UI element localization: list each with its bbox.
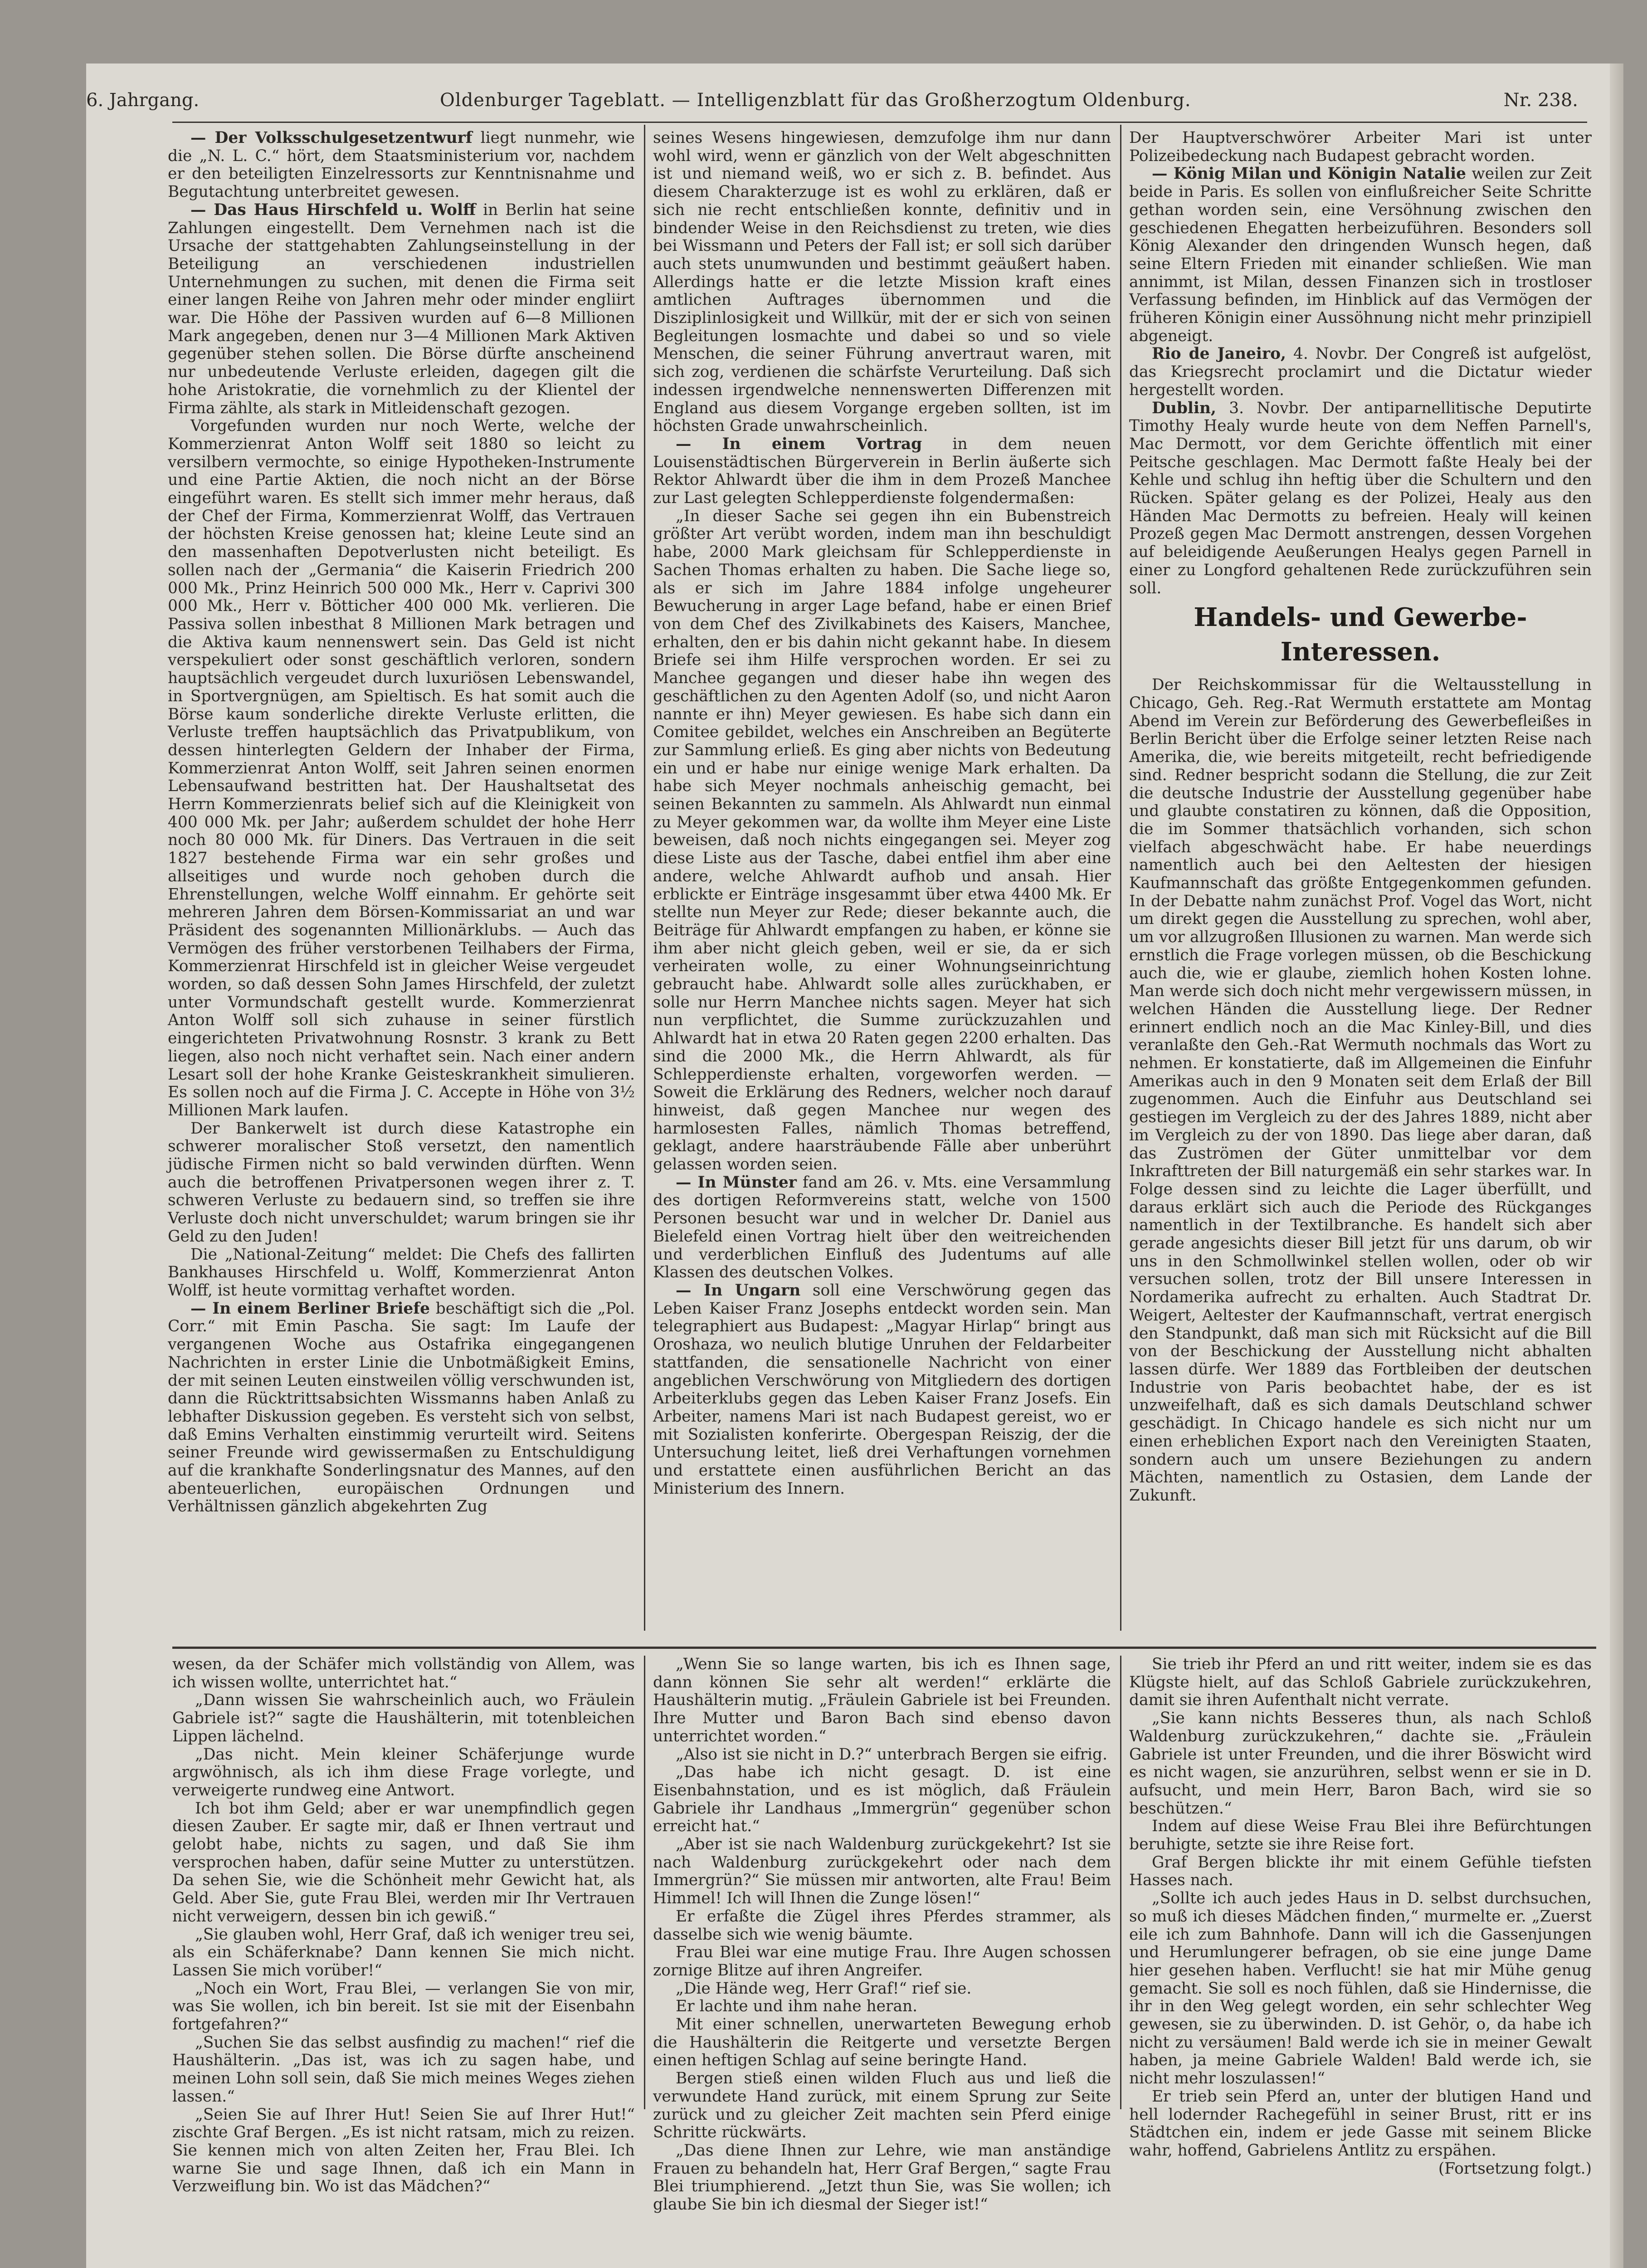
- article-headline: — In einem Berliner Briefe: [190, 1299, 430, 1318]
- issue-number: Nr. 238.: [1503, 90, 1578, 111]
- article: [168, 129, 635, 201]
- article-text: weilen zur Zeit beide in Paris. Es sollen von einflußreicher Seite Schritte gethan worden sein, eine Versöhnung zwischen den geschiedenen Ehegatten herbeizuführen. Besonders soll König Alexander den dringenden Wunsch hegen, daß seine Eltern Frieden mit einander schließen. Wie man annimmt, ist Milan, dessen Finanzen sich in trostloser Verfassung befinden, im Hinblick auf das Vermögen der früheren Königin einer Aussöhnung nicht mehr prinzipiell abgeneigt.: [1129, 165, 1592, 345]
- column-divider-2: [1120, 125, 1121, 1631]
- article-text: liegt nunmehr, wie die „N. L. C.“ hört, dem Staatsministerium vor, nachdem er den beteiligten Einzelressorts zur Kenntnisnahme und Begutachtung unterbreitet gewesen.: [168, 129, 635, 201]
- story-paragraph: „Das diene Ihnen zur Lehre, wie man anständige Frauen zu behandeln hat, Herr Graf Bergen,“ sagte Frau Blei triumphierend. „Jetzt thun Sie, was Sie wollen; ich glaube Sie bin ich diesmal der Sieger ist!“: [653, 2141, 1111, 2214]
- story-paragraph: „Sie glauben wohl, Herr Graf, daß ich weniger treu sei, als ein Schäferknabe? Dann kennen Sie mich nicht. Lassen Sie mich vorüber!“: [172, 1925, 635, 1980]
- article: [653, 435, 1111, 508]
- story-paragraph: „Sollte ich auch jedes Haus in D. selbst durchsuchen, so muß ich dieses Mädchen finden,“ murmelte er. „Zuerst eile ich zum Bahnhofe. Dann will ich die Gassenjungen und Herumlungerer befragen, ob sie eine junge Dame hier gesehen haben. Verflucht! sie hat mir Mühe genug gemacht. Sie soll es noch fühlen, daß sie Hindernisse, die ihr in den Weg gelegt worden, ein sehr schlechter Weg gewesen, sie zu überwinden. D. ist Gehör, o, da habe ich nicht zu versäumen! Bald werde ich sie in meiner Gewalt haben, ja meine Gabriele Walden! Bald werde ich, sie nicht mehr loszulassen!“: [1129, 1889, 1592, 2088]
- story-paragraph: „Das nicht. Mein kleiner Schäferjunge wurde argwöhnisch, als ich ihm diese Frage vorlegte, und verweigerte rundweg eine Antwort.: [172, 1745, 635, 1799]
- page-edge-shadow: [1610, 64, 1623, 2268]
- story-paragraph: Indem auf diese Weise Frau Blei ihre Befürchtungen beruhigte, setzte sie ihre Reise fort.: [1129, 1817, 1592, 1854]
- story-paragraph: „Aber ist sie nach Waldenburg zurückgekehrt? Ist sie nach Waldenburg zurückgekehrt oder nach dem Immergrün?“ Sie müssen mir antworten, alte Frau! Beim Himmel! Ich will Ihnen die Zunge lösen!“: [653, 1835, 1111, 1908]
- story-paragraph: „Noch ein Wort, Frau Blei, — verlangen Sie von mir, was Sie wollen, ich bin bereit. Ist sie mit der Eisenbahn fortgefahren?“: [172, 1979, 635, 2034]
- article: [168, 1120, 635, 1246]
- article-text: 3. Novbr. Der antiparnellitische Deputirte Timothy Healy wurde heute von dem Neffen Parnell's, Mac Dermott, vor dem Gerichte öffentlich mit einer Peitsche geschlagen. Mac Dermott faßte Healy bei der Kehle und schlug ihn heftig über die Schultern und den Rücken. Später gelang es der Polizei, Healy aus den Händen Mac Dermotts zu befreien. Healy will keinen Prozeß gegen Mac Dermott anstrengen, dessen Vorgehen auf beleidigende Aeußerungen Healys gegen Parnell in einer zu Longford gehaltenen Rede zurückzuführen sein soll.: [1129, 399, 1592, 597]
- article: [653, 129, 1111, 435]
- news-column-2: [653, 129, 1111, 1635]
- article-text: Der Bankerwelt ist durch diese Katastrophe ein schwerer moralischer Stoß versetzt, den namentlich jüdische Firmen nicht so bald verwinden dürften. Wenn auch die betroffenen Privatpersonen wegen ihrer z. T. schweren Verluste zu bedauern sind, so treffen sie ihre Verluste doch nicht unverschuldet; warum bringen sie ihr Geld zu den Juden!: [168, 1119, 635, 1246]
- story-paragraph: Mit einer schnellen, unerwarteten Bewegung erhob die Haushälterin die Reitgerte und versetzte Bergen einen heftigen Schlag auf seine beringte Hand.: [653, 2015, 1111, 2070]
- article-text: in dem neuen Louisenstädtischen Bürgerverein in Berlin äußerte sich Rektor Ahlwardt über die ihm in dem Prozeß Manchee zur Last gelegten Schlepperdienste folgendermaßen:: [653, 435, 1111, 508]
- article-text: in Berlin hat seine Zahlungen eingestellt. Dem Vernehmen nach ist die Ursache der stattgehabten Zahlungseinstellung in der Beteiligung an verschiedenen industriellen Unternehmungen zu suchen, mit denen die Firma seit einer langen Reihe von Jahren mehr oder minder engliirt war. Die Höhe der Passiven wurden auf 6—8 Millionen Mark angegeben, denen nur 3—4 Millionen Mark Aktiven gegenüber stehen sollen. Die Börse dürfte anscheinend nur unbedeutende Verluste erleiden, dagegen gilt die hohe Aristokratie, die vornehmlich zu der Klientel der Firma zählte, als stark in Mitleidenschaft gezogen.: [168, 200, 635, 417]
- story-paragraph: Er trieb sein Pferd an, unter der blutigen Hand und hell lodernder Rachegefühl in seiner Brust, ritt er ins Städtchen ein, indem er jede Gasse mit seinem Blicke wahr, hoffend, Gabrielens Antlitz zu erspähen.: [1129, 2087, 1592, 2160]
- story-paragraph: Er lachte und ihm nahe heran.: [676, 1997, 918, 2016]
- article: [653, 1282, 1111, 1498]
- volume-label: 6. Jahrgang.: [86, 90, 200, 111]
- column-divider-1: [644, 125, 645, 1631]
- article: [168, 1300, 635, 1516]
- article-text: Der Reichskommissar für die Weltausstellung in Chicago, Geh. Reg.-Rat Wermuth erstattete am Montag Abend im Verein zur Beförderung des Gewerbefleißes in Berlin Bericht über die Erfolge seiner letzten Reise nach Amerika, die, wie bereits mitgeteilt, recht befriedigende sind. Redner bespricht sodann die Stellung, die zur Zeit die deutsche Industrie der Ausstellung gegenüber habe und glaubte constatiren zu können, daß die Opposition, die im Sommer thatsächlich vorhanden, sich schon vielfach abgeschwächt habe. Er habe neuerdings namentlich auch bei den Aeltesten der hiesigen Kaufmannschaft das größte Entgegenkommen gefunden. In der Debatte nahm zunächst Prof. Vogel das Wort, nicht um direkt gegen die Ausstellung zu sprechen, wohl aber, um vor allzugroßen Illusionen zu warnen. Man werde sich ernstlich die Frage vorlegen müssen, ob die Beschickung auch die, wie er glaube, ziemlich hohen Kosten lohne. Man werde sich doch nicht mehr vergewissern müssen, in welchen Händen die Ausstellung liege. Der Redner erinnert endlich noch an die Mac Kinley-Bill, und dies veranlaßte den Geh.-Rat Wermuth nochmals das Wort zu nehmen. Er konstatierte, daß im Allgemeinen die Einfuhr Amerikas auch in den 9 Monaten seit dem Erlaß der Bill zugenommen. Auch die Einfuhr aus Deutschland sei gestiegen im Vergleich zu der des Jahres 1889, nicht aber im Vergleich zu der von 1890. Das liege aber daran, daß das Zuströmen der Güter unmittelbar vor dem Inkrafttreten der Bill naturgemäß ein sehr starkes war. In Folge dessen sind zu leichte die Lager überfüllt, und daraus erklärt sich auch die Periode des Rückganges namentlich in der Textilbranche. Es handelt sich aber gerade angesichts dieser Bill jetzt für uns darum, ob wir uns in den Schmollwinkel stellen wollen, oder ob wir versuchen sollen, trotz der Bill unsere Interessen in Nordamerika aufrecht zu erhalten. Auch Stadtrat Dr. Weigert, Aeltester der Kaufmannschaft, vertrat energisch den Standpunkt, daß man sich mit Rücksicht auf die Bill von der Beschickung der Ausstellung nicht abhalten lassen dürfe. Wer 1889 das Fortbleiben der deutschen Industrie von Paris beobachtet habe, der es ist unzweifelhaft, daß es sich damals Deutschland schwer geschädigt. In Chicago handele es sich nicht nur um einen erheblichen Export nach den Vereinigten Staaten, sondern auch um unsere Beziehungen zu andern Mächten, namentlich zu Ostasien, dem Lande der Zukunft.: [1129, 676, 1592, 1505]
- article: [1129, 129, 1592, 165]
- article-headline: — König Milan und Königin Natalie: [1152, 165, 1467, 183]
- story-paragraph: „Das habe ich nicht gesagt. D. ist eine Eisenbahnstation, und es ist möglich, daß Fräulein Gabriele ihr Landhaus „Immergrün“ gegenüber schon erreicht hat.“: [653, 1763, 1111, 1836]
- article-headline: — In Münster: [676, 1173, 797, 1192]
- article: [1129, 400, 1592, 598]
- article-text: Vorgefunden wurden nur noch Werte, welche der Kommerzienrat Anton Wolff seit 1880 so leicht zu versilbern vermochte, so einige Hypotheken-Instrumente und eine Partie Aktien, die noch nicht an der Börse eingeführt waren. Es stellt sich immer mehr heraus, daß der Chef der Firma, Kommerzienrat Wolff, das Vertrauen der höchsten Kreise genossen hat; kleine Leute sind an den massenhaften Depotverlusten nicht beteiligt. Es sollen nach der „Germania“ die Kaiserin Friedrich 200 000 Mk., Prinz Heinrich 500 000 Mk., Herr v. Caprivi 300 000 Mk., Herr v. Bötticher 400 000 Mk. verlieren. Die Passiva sollen inbesthat 8 Millionen Mark betragen und die Aktiva kaum nennenswert sein. Das Geld ist nicht verspekuliert oder sonst geschäftlich verloren, sondern hauptsächlich vergeudet durch luxuriösen Lebenswandel, in Sportvergnügen, am Spieltisch. Es hat somit auch die Börse kaum sonderliche direkte Verluste erlitten, die Verluste treffen hauptsächlich das Privatpublikum, von dessen hinterlegten Geldern der Inhaber der Firma, Kommerzienrat Anton Wolff, seit Jahren seinen enormen Lebensaufwand bestritten hat. Der Haushaltsetat des Herrn Kommerzienrats belief sich auf die Kleinigkeit von 400 000 Mk. per Jahr; außerdem schuldet der hohe Herr noch 80 000 Mk. für Diners. Das Vertrauen in die seit 1827 bestehende Firma war ein sehr großes und allseitiges und wurde noch gehoben durch die Ehrenstellungen, welche Wolff einnahm. Er gehörte seit mehreren Jahren dem Börsen-Kommissariat an und war Präsident des sogenannten Millionärklubs. — Auch das Vermögen des früher verstorbenen Teilhabers der Firma, Kommerzienrat Hirschfeld ist in gleicher Weise vergeudet worden, so daß dessen Sohn James Hirschfeld, der zuletzt unter Vormundschaft gestellt wurde. Kommerzienrat Anton Wolff soll sich zuhause in seiner fürstlich eingerichteten Privatwohnung Rosnstr. 3 krank zu Bett liegen, also noch nicht verhaftet sein. Nach einer andern Lesart soll der hohe Kranke Geisteskrankheit simulieren. Es sollen noch auf die Firma J. C. Accepte in Höhe von 3¹⁄₂ Millionen Mark laufen.: [168, 417, 635, 1119]
- page-header: [86, 86, 1583, 118]
- story-paragraph: „Suchen Sie das selbst ausfindig zu machen!“ rief die Haushälterin. „Das ist, was ich zu sagen habe, und meinen Lohn soll sein, daß Sie mich meines Weges ziehen lassen.“: [172, 2033, 635, 2106]
- feuilleton-rule: [172, 1647, 1596, 1649]
- article-headline: — Der Volksschulgesetzentwurf: [190, 129, 473, 147]
- article-text: Die „National-Zeitung“ meldet: Die Chefs des fallirten Bankhauses Hirschfeld u. Wolff, Kommerzienrat Anton Wolff, ist heute vormittag verhaftet worden.: [168, 1245, 635, 1300]
- story-paragraph: „Die Hände weg, Herr Graf!“ rief sie.: [676, 1979, 972, 1998]
- article: [653, 1174, 1111, 1282]
- header-rule: [172, 122, 1587, 123]
- masthead-title: Oldenburger Tageblatt. — Intelligenzblatt für das Großherzogtum Oldenburg.: [440, 90, 1191, 111]
- story-paragraph: „Dann wissen Sie wahrscheinlich auch, wo Fräulein Gabriele ist?“ sagte die Haushälterin, mit totenbleichen Lippen lächelnd.: [172, 1691, 635, 1745]
- article-text: „In dieser Sache sei gegen ihn ein Bubenstreich größter Art verübt worden, indem man ihn beschuldigt habe, 2000 Mark gleichsam für Schlepperdienste in Sachen Thomas erhalten zu haben. Die Sache liege so, als er sich im Jahre 1884 infolge ungeheurer Bewucherung in arger Lage befand, habe er einen Brief von dem Chef des Zivilkabinets des Kaisers, Manchee, erhalten, den er bis dahin nicht gekannt habe. In diesem Briefe sei ihm Hilfe versprochen worden. Er sei zu Manchee gegangen und dieser habe ihn wegen des geschäftlichen zu den Agenten Adolf (so, und nicht Aaron nannte er ihn) Meyer gewiesen. Es habe sich dann ein Comitee gebildet, welches ein Anschreiben an Begüterte zur Sammlung erließ. Es ging aber nichts von Bedeutung ein und er habe nur einige wenige Mark erhalten. Da habe sich Meyer nochmals anheischig gemacht, bei seinen Bekannten zu sammeln. Als Ahlwardt nun einmal zu Meyer gekommen war, da wollte ihm Meyer eine Liste beweisen, daß noch nichts eingegangen sei. Meyer zog diese Liste aus der Tasche, dabei entfiel ihm aber eine andere, welche Ahlwardt aufhob und ansah. Hier erblickte er Einträge insgesammt über etwa 4400 Mk. Er stellte nun Meyer zur Rede; dieser bekannte auch, die Beiträge für Ahlwardt empfangen zu haben, er könne sie ihm aber nicht gleich geben, weil er sie, da er sich verheiraten wolle, zu einer Wohnungseinrichtung gebraucht habe. Ahlwardt solle alles zurückhaben, er solle nur Herrn Manchee nichts sagen. Meyer hat sich nun verpflichtet, die Summe zurückzuzahlen und Ahlwardt hat in etwa 20 Raten gegen 2200 erhalten. Das sind die 2000 Mk., die Herrn Ahlwardt, als für Schlepperdienste erhalten, vorgeworfen werden. — Soweit die Erklärung des Redners, welcher noch darauf hinweist, daß gegen Manchee nur wegen des harmlosesten Falles, nämlich Thomas betreffend, geklagt, andere haarsträubende Fälle aber unberührt gelassen worden seien.: [653, 507, 1111, 1174]
- article: [1129, 345, 1592, 399]
- story-paragraph: „Sie kann nichts Besseres thun, als nach Schloß Waldenburg zurückzukehren,“ dachte sie. „Fräulein Gabriele ist unter Freunden, und die ihrer Böswicht wird es nicht wagen, sie anzurühren, selbst wenn er sie in D. aufsucht, und mein Herr, Baron Bach, wird sie so beschützen.“: [1129, 1709, 1592, 1818]
- feuilleton-column-3: [1129, 1655, 1592, 2178]
- feuilleton-divider-1: [644, 1656, 645, 2109]
- article-headline: — In einem Vortrag: [676, 435, 922, 453]
- article-headline: Dublin,: [1152, 399, 1216, 417]
- article-headline: — In Ungarn: [676, 1281, 801, 1300]
- story-paragraph: Sie trieb ihr Pferd an und ritt weiter, indem sie es das Klügste hielt, auf das Schloß Gabriele zurückzukehren, damit sie ihren Aufenthalt nicht verrate.: [1129, 1655, 1592, 1710]
- story-paragraph: Graf Bergen blickte ihr mit einem Gefühle tiefsten Hasses nach.: [1129, 1853, 1592, 1890]
- continued-note: (Fortsetzung folgt.): [1438, 2159, 1592, 2178]
- article-text: 4. Novbr. Der Congreß ist aufgelöst, das Kriegsrecht proclamirt und die Dictatur wieder hergestellt worden.: [1129, 345, 1592, 399]
- story-paragraph: Ich bot ihm Geld; aber er war unempfindlich gegen diesen Zauber. Er sagte mir, daß er Ihnen vertraut und gelobt habe, nichts zu sagen, und daß Sie ihm versprochen haben, dafür seine Mutter zu unterstützen. Da sehen Sie, wie die Schönheit mehr Gewicht hat, als Geld. Aber Sie, gute Frau Blei, werden mir Ihr Vertrauen nicht verweigern, dessen bin ich gewiß.“: [172, 1799, 635, 1926]
- feuilleton-divider-2: [1120, 1656, 1121, 2109]
- story-paragraph: Er erfaßte die Zügel ihres Pferdes strammer, als dasselbe sich wie wenig bäumte.: [653, 1907, 1111, 1944]
- news-column-3: [1129, 129, 1592, 1635]
- feuilleton-column-2: [653, 1655, 1111, 2214]
- article-text: Der Hauptverschwörer Arbeiter Mari ist unter Polizeibedeckung nach Budapest gebracht worden.: [1129, 129, 1592, 165]
- story-paragraph: Frau Blei war eine mutige Frau. Ihre Augen schossen zornige Blitze auf ihren Angreifer.: [653, 1943, 1111, 1980]
- article-text: fand am 26. v. Mts. eine Versammlung des dortigen Reformvereins statt, welche von 1500 Personen besucht war und in welcher Dr. Daniel aus Bielefeld einen Vortrag hielt über den weitreichenden und verderblichen Einfluß des Judentums auf alle Klassen des deutschen Volkes.: [653, 1173, 1111, 1282]
- article: [168, 1246, 635, 1300]
- feuilleton-column-1: [172, 1655, 635, 2196]
- article-headline: Rio de Janeiro,: [1152, 345, 1286, 363]
- story-paragraph: „Wenn Sie so lange warten, bis ich es Ihnen sage, dann können Sie sehr alt werden!“ erklärte die Haushälterin mutig. „Fräulein Gabriele ist bei Freunden. Ihre Mutter und Baron Bach sind ebenso davon unterrichtet worden.“: [653, 1655, 1111, 1745]
- story-paragraph: „Seien Sie auf Ihrer Hut! Seien Sie auf Ihrer Hut!“ zischte Graf Bergen. „Es ist nicht ratsam, mich zu reizen. Sie kennen mich von alten Zeiten her, Frau Blei. Ich warne Sie und sage Ihnen, daß ich ein Mann in Verzweiflung bin. Wo ist das Mädchen?“: [172, 2105, 635, 2196]
- article: [1129, 676, 1592, 1505]
- article: [653, 508, 1111, 1174]
- article-text: seines Wesens hingewiesen, demzufolge ihm nur dann wohl wird, wenn er gänzlich von der Welt abgeschnitten ist und niemand weiß, wo er sich z. B. befindet. Aus diesem Charakterzuge ist es wohl zu erklären, daß er sich nie recht entschließen konnte, definitiv und in bindender Weise in den Reichsdienst zu treten, wie dies bei Wissmann und Peters der Fall ist; er soll sich darüber auch stets unumwunden und bestimmt geäußert haben. Allerdings hatte er die letzte Mission kraft eines amtlichen Auftrages übernommen und die Disziplinlosigkeit und Willkür, mit der er sich von seinen Begleitungen losmachte und dabei so und so viele Menschen, die seiner Führung anvertraut waren, mit sich zog, verdienen die schärfste Verurteilung. Daß sich indessen irgendwelche nennenswerten Differenzen mit England aus diesem Vorgange ergeben sollten, ist im höchsten Grade unwahrscheinlich.: [653, 129, 1111, 435]
- news-column-1: [168, 129, 635, 1635]
- story-paragraph: wesen, da der Schäfer mich vollständig von Allem, was ich wissen wollte, unterrichtet hat.“: [172, 1655, 635, 1691]
- article: [168, 417, 635, 1119]
- story-paragraph: Bergen stieß einen wilden Fluch aus und ließ die verwundete Hand zurück, mit einem Sprung zur Seite zurück und zu gleicher Zeit machten sein Pferd einige Schritte rückwärts.: [653, 2069, 1111, 2142]
- article-text: soll eine Verschwörung gegen das Leben Kaiser Franz Josephs entdeckt worden sein. Man telegraphiert aus Budapest: „Magyar Hirlap“ bringt aus Oroshaza, wo neulich blutige Unruhen der Feldarbeiter stattfanden, die sensationelle Nachricht von einer angeblichen Verschwörung von Mitgliedern des dortigen Arbeiterklubs gegen das Leben Kaiser Franz Josefs. Ein Arbeiter, namens Mari ist nach Budapest gereist, wo er mit Sozialisten konferirte. Obergespan Reiszig, der die Untersuchung leitet, ließ drei Verhaftungen vornehmen und erstattete einen ausführlichen Bericht an das Ministerium des Innern.: [653, 1281, 1111, 1498]
- article: [168, 201, 635, 417]
- story-paragraph: „Also ist sie nicht in D.?“ unterbrach Bergen sie eifrig.: [676, 1745, 1108, 1764]
- section-heading: Handels- und Gewerbe-Interessen.: [1194, 602, 1527, 667]
- article-headline: — Das Haus Hirschfeld u. Wolff: [190, 200, 476, 219]
- article: [1129, 165, 1592, 345]
- article-text: beschäftigt sich die „Pol. Corr.“ mit Emin Pascha. Sie sagt: Im Laufe der vergangenen Woche aus Ostafrika eingegangenen Nachrichten in erster Linie die Unbotmäßigkeit Emins, der mit seinen Leuten einstweilen völlig verschwunden ist, dann die Rücktrittsabsichten Wissmanns haben Anlaß zu lebhafter Diskussion gegeben. Es versteht sich von selbst, daß Emins Verhalten einstimmig verurteilt wird. Seitens seiner Freunde wird gewissermaßen zu Entschuldigung auf die krankhafte Sonderlingsnatur des Mannes, auf den abenteuerlichen, europäischen Ordnungen und Verhältnissen gänzlich abgekehrten Zug: [168, 1299, 635, 1516]
